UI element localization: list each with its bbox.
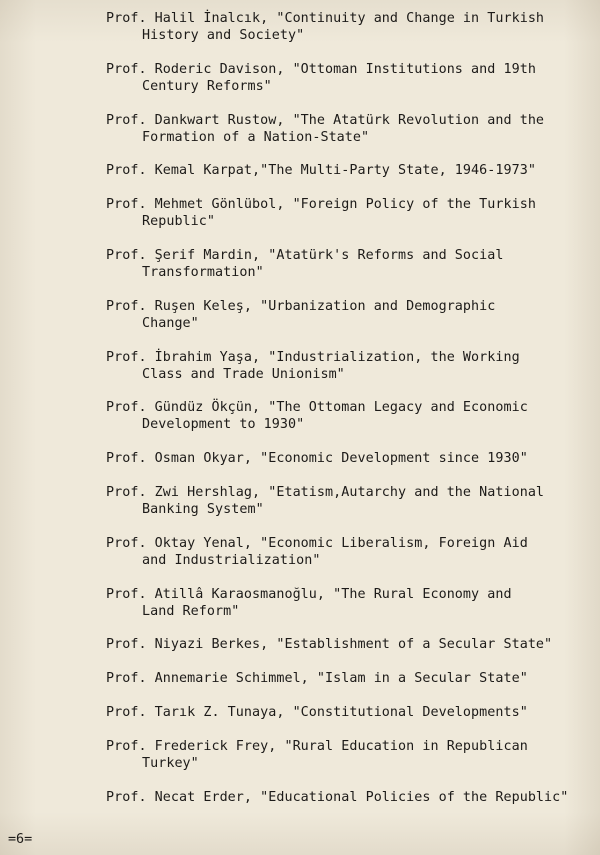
list-item xyxy=(106,196,586,230)
entry-line-continued: Turkey" xyxy=(142,755,199,771)
entry-line-continued: Formation of a Nation-State" xyxy=(142,129,370,145)
entry-line: Prof. Frederick Frey, "Rural Education in Republican xyxy=(106,738,528,754)
entry-line: Prof. Mehmet Gönlübol, "Foreign Policy of the Turkish xyxy=(106,197,536,213)
entry-line-continued: Banking System" xyxy=(142,501,264,517)
entry-line-continued: Development to 1930" xyxy=(142,417,305,433)
entry-line: Prof. Oktay Yenal, "Economic Liberalism, Foreign Aid xyxy=(106,535,528,551)
list-item xyxy=(106,349,586,383)
list-item xyxy=(106,484,586,518)
list-item xyxy=(106,399,586,433)
entry-line: Prof. İbrahim Yaşa, "Industrialization, the Working xyxy=(106,349,520,365)
list-item xyxy=(106,789,586,806)
entry-line: Prof. Kemal Karpat,"The Multi-Party State, 1946-1973" xyxy=(106,163,536,179)
list-item xyxy=(106,738,586,772)
entry-line-continued: Land Reform" xyxy=(142,603,240,619)
entry-line: Prof. Niyazi Berkes, "Establishment of a Secular State" xyxy=(106,637,553,653)
speaker-list xyxy=(106,10,586,822)
entry-line: Prof. Dankwart Rustow, "The Atatürk Revolution and the xyxy=(106,112,545,128)
entry-line: Prof. Şerif Mardin, "Atatürk's Reforms and Social xyxy=(106,247,504,263)
entry-line: Prof. Ruşen Keleş, "Urbanization and Demographic xyxy=(106,298,496,314)
entry-line-continued: and Industrialization" xyxy=(142,552,321,568)
entry-line: Prof. Osman Okyar, "Economic Development since 1930" xyxy=(106,451,528,467)
entry-line: Prof. Gündüz Ökçün, "The Ottoman Legacy and Economic xyxy=(106,400,528,416)
entry-line: Prof. Zwi Hershlag, "Etatism,Autarchy and the National xyxy=(106,484,545,500)
list-item xyxy=(106,298,586,332)
entry-line-continued: Century Reforms" xyxy=(142,78,272,94)
list-item xyxy=(106,670,586,687)
list-item xyxy=(106,162,586,179)
list-item xyxy=(106,586,586,620)
list-item xyxy=(106,61,586,95)
entry-line-continued: Republic" xyxy=(142,214,216,230)
list-item xyxy=(106,535,586,569)
page-number: =6= xyxy=(8,832,33,847)
entry-line: Prof. Roderic Davison, "Ottoman Institutions and 19th xyxy=(106,61,536,77)
entry-line: Prof. Annemarie Schimmel, "Islam in a Secular State" xyxy=(106,671,528,687)
list-item xyxy=(106,450,586,467)
list-item xyxy=(106,636,586,653)
list-item xyxy=(106,247,586,281)
list-item xyxy=(106,112,586,146)
entry-line: Prof. Tarık Z. Tunaya, "Constitutional Developments" xyxy=(106,704,528,720)
entry-line: Prof. Necat Erder, "Educational Policies of the Republic" xyxy=(106,789,569,805)
entry-line-continued: Class and Trade Unionism" xyxy=(142,366,345,382)
entry-line-continued: Transformation" xyxy=(142,264,264,280)
entry-line: Prof. Atillâ Karaosmanoğlu, "The Rural Economy and xyxy=(106,586,512,602)
entry-line: Prof. Halil İnalcık, "Continuity and Change in Turkish xyxy=(106,11,545,26)
entry-line-continued: History and Society" xyxy=(142,28,305,43)
list-item xyxy=(106,704,586,721)
entry-line-continued: Change" xyxy=(142,315,199,331)
list-item xyxy=(106,10,586,44)
